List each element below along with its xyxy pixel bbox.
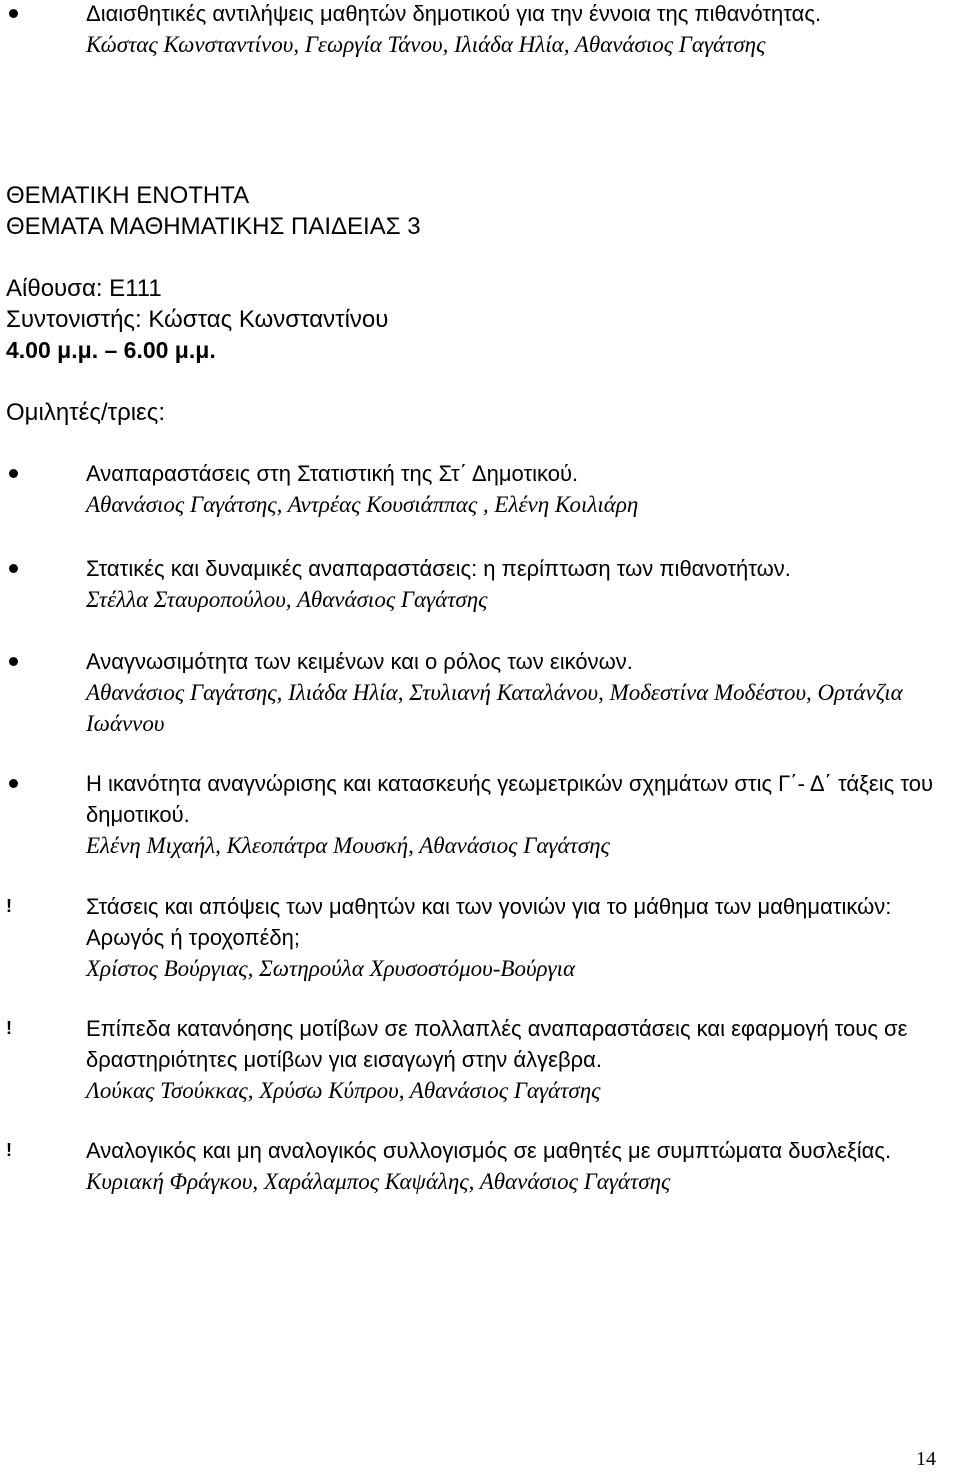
bullet-icon [9,564,18,573]
section-name: ΘΕΜΑΤΑ ΜΑΘΗΜΑΤΙΚΗΣ ΠΑΙΔΕΙΑΣ 3 [6,213,421,240]
exclamation-bullet-icon: ! [6,1140,12,1160]
exclamation-bullet-icon: ! [6,896,12,916]
talk-authors: Κώστας Κωνσταντίνου, Γεωργία Τάνου, Ιλιάδα Ηλία, Αθανάσιος Γαγάτσης [86,32,766,57]
speakers-label: Ομιλητές/τριες: [6,399,165,426]
talk-authors: Λούκας Τσούκκας, Χρύσω Κύπρου, Αθανάσιος Γαγάτσης [86,1078,601,1103]
session-time: 4.00 μ.μ. – 6.00 μ.μ. [6,337,216,363]
talk-title: Αναλογικός και μη αναλογικός συλλογισμός σε μαθητές με συμπτώματα δυσλεξίας. [86,1138,892,1163]
talk-title: Στατικές και δυναμικές αναπαραστάσεις: η περίπτωση των πιθανοτήτων. [86,556,791,581]
list-item [6,1135,940,1197]
talk-authors: Αθανάσιος Γαγάτσης, Αντρέας Κουσιάππας , Ελένη Κοιλιάρη [86,492,639,517]
talk-title: Αναπαραστάσεις στη Στατιστική της Στ΄ Δημοτικού. [86,461,579,486]
talk-title: Διαισθητικές αντιλήψεις μαθητών δημοτικού για την έννοια της πιθανότητας. [86,1,822,26]
talk-authors: Χρίστος Βούργιας, Σωτηρούλα Χρυσοστόμου-Βούργια [86,956,576,981]
section-label: ΘΕΜΑΤΙΚΗ ΕΝΟΤΗΤΑ [6,182,250,209]
talk-authors: Ελένη Μιχαήλ, Κλεοπάτρα Μουσκή, Αθανάσιος Γαγάτσης [86,833,610,858]
talk-title: Επίπεδα κατανόησης μοτίβων σε πολλαπλές αναπαραστάσεις και εφαρμογή τους σε δραστηριότητες μοτίβων για εισαγωγή στην άλγεβρα. [86,1016,908,1072]
bullet-icon [9,469,18,478]
bullet-icon [9,657,18,666]
list-item [86,458,940,520]
exclamation-bullet-icon: ! [6,1018,12,1038]
list-item [6,891,940,984]
bullet-icon [9,9,18,18]
list-item [86,646,940,739]
talk-authors: Κυριακή Φράγκου, Χαράλαμπος Καψάλης, Αθανάσιος Γαγάτσης [86,1169,671,1194]
list-item [86,768,940,861]
talk-title: Στάσεις και απόψεις των μαθητών και των γονιών για το μάθημα των μαθηματικών: Αρωγός ή τροχοπέδη; [86,894,892,950]
room: Αίθουσα: Ε111 [6,275,162,302]
list-item-top [86,0,940,60]
talk-title: Αναγνωσιμότητα των κειμένων και ο ρόλος των εικόνων. [86,649,633,674]
list-item [6,1013,940,1106]
talk-authors: Στέλλα Σταυροπούλου, Αθανάσιος Γαγάτσης [86,587,488,612]
talk-title: Η ικανότητα αναγνώρισης και κατασκευής γεωμετρικών σχημάτων στις Γ΄- Δ΄ τάξεις του δημοτικού. [86,771,933,827]
talk-authors: Αθανάσιος Γαγάτσης, Ιλιάδα Ηλία, Στυλιανή Καταλάνου, Μοδεστίνα Μοδέστου, Ορτάνζια Ιωάννου [86,680,903,736]
coordinator: Συντονιστής: Κώστας Κωνσταντίνου [6,306,389,333]
bullet-icon [9,779,18,788]
list-item [86,553,940,615]
page-number: 14 [916,1448,936,1470]
